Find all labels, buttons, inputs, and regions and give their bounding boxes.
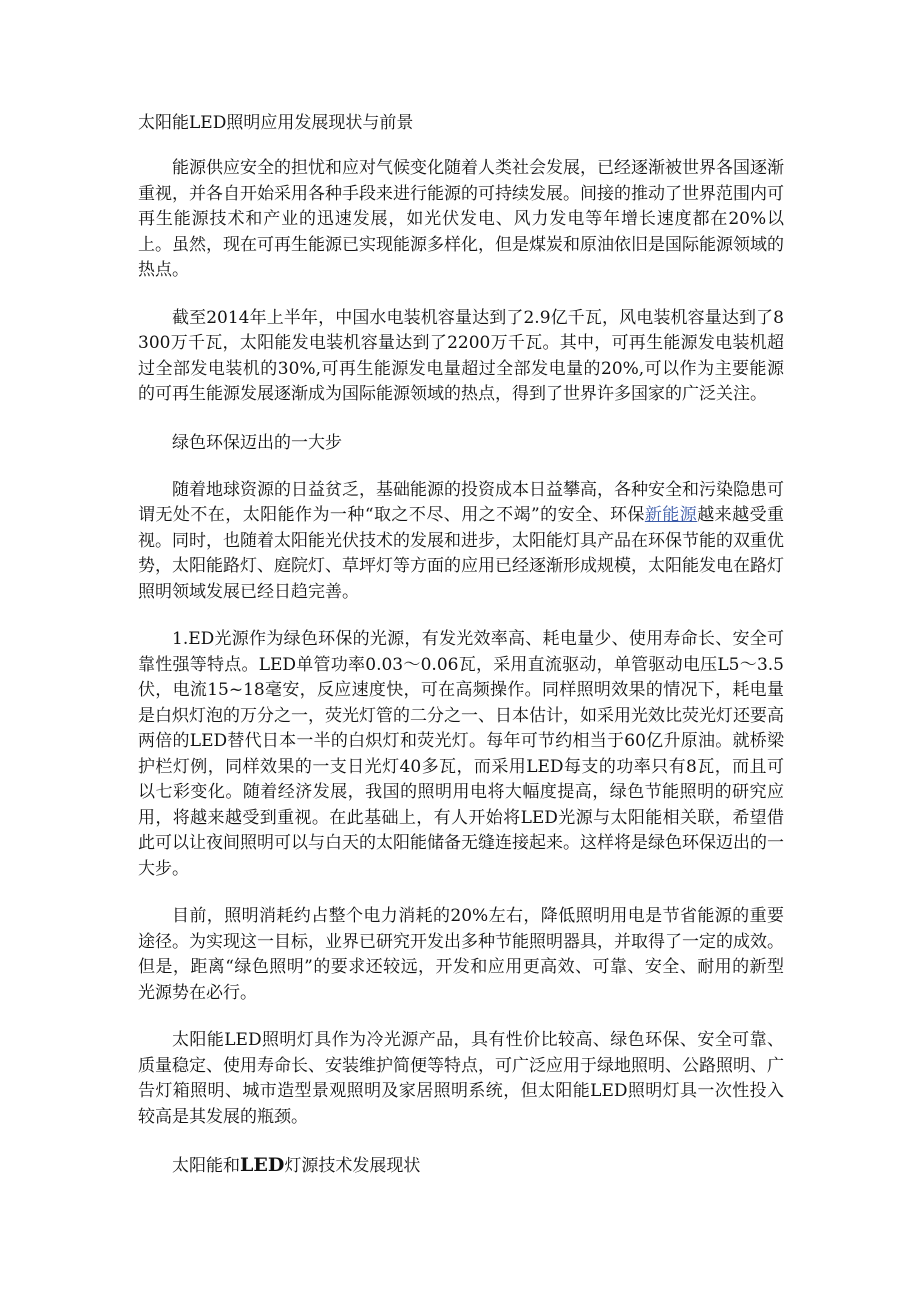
document-title: 太阳能LED照明应用发展现状与前景 [138,113,414,133]
paragraph-text-after-link: 越来越受重视。同时，也随着太阳能光伏技术的发展和进步，太阳能灯具产品在环保节能的双重优势，太阳能路灯、庭院灯、草坪灯等方面的应用已经逐渐形成规模，太阳能发电在路灯照明领域发展已经日趋完善。 [138,505,785,602]
paragraph-installed-capacity: 截至2014年上半年，中国水电装机容量达到了2.9亿千瓦，风电装机容量达到了8300万千瓦，太阳能发电装机容量达到了2200万千瓦。其中，可再生能源发电装机超过全部发电装机的30%,可再生能源发电量超过全部发电量的20%,可以作为主要能源的可再生能源发展逐渐成为国际能源领域的热点，得到了世界许多国家的广泛关注。 [138,307,784,404]
new-energy-link[interactable]: 新能源 [644,505,698,525]
paragraph-led-advantages: 1.ED光源作为绿色环保的光源，有发光效率高、耗电量少、使用寿命长、安全可靠性强等特点。LED单管功率0.03～0.06瓦，采用直流驱动，单管驱动电压L5～3.5伏，电流15~18毫安，反应速度快，可在高频操作。同样照明效果的情况下，耗电量是白炽灯泡的万分之一，荧光灯管的二分之一、日本估计，如采用光效比荧光灯还要高两倍的LED替代日本一半的白炽灯和荧光灯。每年可节约相当于60亿升原油。就桥梁护栏灯例，同样效果的一支日光灯40多瓦，而采用LED每支的功率只有8瓦，而且可以七彩变化。随着经济发展，我国的照明用电将大幅度提高，绿色节能照明的研究应用，将越来越受到重视。在此基础上，有人开始将LED光源与太阳能相关联，希望借此可以让夜间照明可以与白天的太阳能储备无缝连接起来。这样将是绿色环保迈出的一大步。 [138,629,784,879]
section-heading-green-step: 绿色环保迈出的一大步 [172,432,342,453]
document-page [138,110,784,1201]
heading-led-bold: LED [240,1154,285,1176]
heading-part-1: 太阳能和 [172,1156,240,1176]
paragraph-text-before-link: 随着地球资源的日益贫乏，基础能源的投资成本日益攀高，各种安全和污染隐患可谓无处不在，太阳能作为一种“取之不尽、用之不竭”的安全、环保 [138,479,784,525]
paragraph-energy-security: 能源供应安全的担忧和应对气候变化随着人类社会发展，已经逐渐被世界各国逐渐重视，并各自开始采用各种手段来进行能源的可持续发展。间接的推动了世界范围内可再生能源技术和产业的迅速发展，如光伏发电、风力发电等年增长速度都在20%以上。虽然，现在可再生能源已实现能源多样化，但是煤炭和原油依旧是国际能源领域的热点。 [138,158,784,280]
paragraph-lighting-consumption: 目前，照明消耗约占整个电力消耗的20%左右，降低照明用电是节省能源的重要途径。为实现这一目标，业界已研究开发出多种节能照明器具，并取得了一定的成效。但是，距离“绿色照明”的要求还较远，开发和应用更高效、可靠、安全、耐用的新型光源势在必行。 [138,906,784,1003]
section-heading-tech-status [138,1152,784,1179]
heading-part-2: 灯源技术发展现状 [284,1156,421,1176]
paragraph-solar-lighting [138,478,784,606]
paragraph-solar-led-fixtures: 太阳能LED照明灯具作为冷光源产品，具有性价比较高、绿色环保、安全可靠、质量稳定、使用寿命长、安装维护简便等特点，可广泛应用于绿地照明、公路照明、广告灯箱照明、城市造型景观照明及家居照明系统，但太阳能LED照明灯具一次性投入较高是其发展的瓶颈。 [138,1030,784,1127]
